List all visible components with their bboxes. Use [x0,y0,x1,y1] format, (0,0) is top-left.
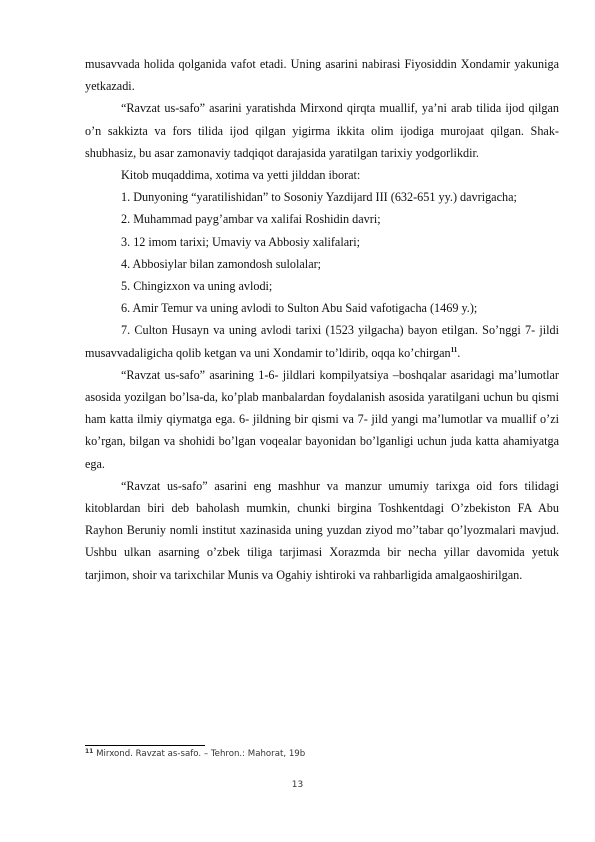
footnote-reference[interactable]: 11 [450,345,458,354]
paragraph-compilation: “Ravzat us-safo” asarining 1-6- jildlari kompilyatsiya –boshqalar asaridagi ma’lumotlar asosida yozilgan bo’lsa-da, ko’plab manbalardan foydalanish asosida yaratilgani uchun bu qismi ham katta ilmiy qiymatga ega. 6- jildning bir qismi va 7- jild yangi ma’lumotlar va muallif o’zi ko’rgan, bilgan va shohidi bo’lgan voqealar bayonidan bo’lganligi uchun juda katta ahamiyatga ega. [85,367,559,471]
footnote-divider [85,745,205,746]
list-item-volume-3: 3. 12 imom tarixi; Umaviy va Abbosiy xalifalari; [121,234,360,249]
volume-7-text: 7. Culton Husayn va uning avlodi tarixi (1523 yilgacha) bayon etilgan. So’nggi 7- jildi musavvadaligicha qolib ketgan va uni Xondamir to’ldirib, oqqa ko’chirgan [85,323,559,360]
list-item-volume-5: 5. Chingizxon va uning avlodi; [121,279,273,294]
paragraph-manuscripts: “Ravzat us-safo” asarini eng mashhur va manzur umumiy tarixga oid fors tilidagi kitoblardan biri deb baholash mumkin, chunki birgina Toshkentdagi O’zbekiston FA Abu Rayhon Beruniy nomli institut xazinasida uning yuzdan ziyod mo’’tabar qo’lyozmalari mavjud. Ushbu ulkan asarning o’zbek tiliga tarjimasi Xorazmda bir necha yillar davomida yetuk tarjimon, shoir va tarixchilar Munis va Ogahiy ishtiroki va rahbarligida amalgaoshirilgan. [85,478,559,582]
page-number: 13 [291,780,304,790]
document-body [85,53,559,586]
footnote [85,749,559,759]
footnote-text: Mirxond. Ravzat as-safo. – Tehron.: Mahorat, 19b [96,749,306,759]
list-item-volume-6: 6. Amir Temur va uning avlodi to Sulton Abu Said vafotigacha (1469 y.); [121,301,478,316]
footnote-number: 11 [85,748,94,755]
paragraph-continuation: musavvada holida qolganida vafot etadi. Uning asarini nabirasi Fiyosiddin Xondamir yakuniga yetkazadi. [85,57,559,94]
list-item-volume-7 [85,319,559,363]
list-item-volume-2: 2. Muhammad payg’ambar va xalifai Roshidin davri; [121,212,381,227]
paragraph-structure-intro: Kitob muqaddima, xotima va yetti jilddan iborat: [121,168,361,183]
paragraph-sources: “Ravzat us-safo” asarini yaratishda Mirxond qirqta muallif, ya’ni arab tilida ijod qilgan o’n sakkizta va fors tilida ijod qilgan yigirma ikkita olim ijodiga murojaat qilgan. Shak-shubhasiz, bu asar zamonaviy tadqiqot darajasida yaratilgan tarixiy yodgorlikdir. [85,101,559,160]
list-item-volume-1: 1. Dunyoning “yaratilishidan” to Sosoniy Yazdijard III (632-651 yy.) davrigacha; [121,190,517,205]
footnote-reference-period: . [457,345,461,360]
list-item-volume-4: 4. Abbosiylar bilan zamondosh sulolalar; [121,256,322,271]
